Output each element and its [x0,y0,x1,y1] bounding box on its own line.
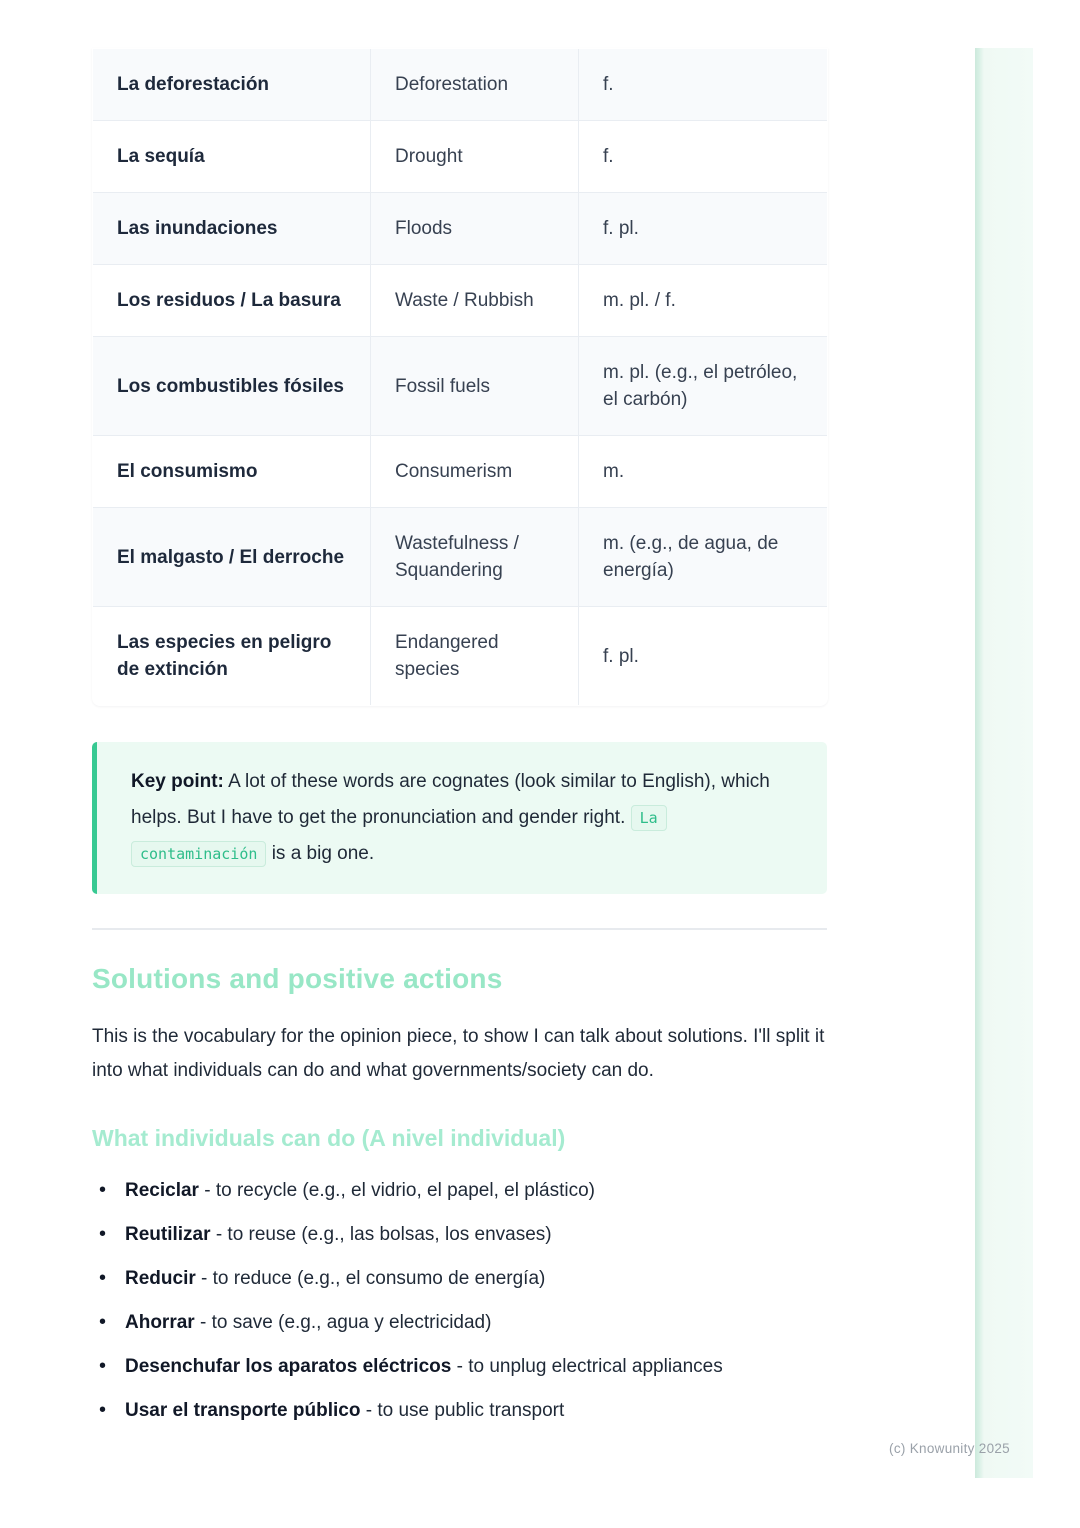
document-content [92,48,827,1442]
vocab-term-english: Wastefulness / Squandering [371,508,579,607]
key-point-label: Key point: [131,771,224,792]
copyright-watermark: (c) Knowunity 2025 [889,1441,1010,1456]
vocab-gender-note: f. pl. [579,193,828,265]
list-item [92,1178,827,1204]
table-row [93,508,828,607]
vocab-term-spanish: Las especies en peligro de extinción [117,632,332,680]
action-definition: - to save (e.g., agua y electricidad) [199,1312,492,1333]
individual-actions-list [92,1178,827,1424]
vocab-gender-note: m. [579,436,828,508]
vocab-gender-note: m. (e.g., de agua, de energía) [579,508,828,607]
table-row [93,121,828,193]
action-term: Reducir [125,1268,196,1289]
action-definition: - to reuse (e.g., las bolsas, los envases) [215,1224,552,1245]
list-item [92,1266,827,1292]
key-point-text [131,764,789,872]
vocab-term-english: Drought [371,121,579,193]
action-term: Reutilizar [125,1224,211,1245]
list-item [92,1398,827,1424]
vocab-term-english: Deforestation [371,49,579,121]
section-divider [92,928,827,930]
section-intro-paragraph: This is the vocabulary for the opinion piece, to show I can talk about solutions. I'll split it into what individuals can do and what governments/society can do. [92,1026,825,1081]
action-definition: - to recycle (e.g., el vidrio, el papel, el plástico) [204,1180,595,1201]
vocab-term-english: Endangered species [371,607,579,706]
action-term: Desenchufar los aparatos eléctricos [125,1356,452,1377]
subsection-title-individuals: What individuals can do (A nivel individual) [92,1125,566,1151]
vocab-term-spanish: Los combustibles fósiles [93,337,371,436]
vocab-term-spanish: Las inundaciones [93,193,371,265]
action-definition: - to reduce (e.g., el consumo de energía) [201,1268,546,1289]
table-row [93,436,828,508]
table-row [93,337,828,436]
action-term: Reciclar [125,1180,199,1201]
action-term: Usar el transporte público [125,1400,361,1421]
vocab-term-spanish: La deforestación [93,49,371,121]
key-point-body: A lot of these words are cognates (look similar to English), which helps. But I have to get the pronunciation and gender right. [131,771,770,828]
vocab-term-spanish: Los residuos / La basura [93,265,371,337]
key-point-tail: is a big one. [271,843,375,864]
table-row [93,49,828,121]
section-title-solutions: Solutions and positive actions [92,963,503,994]
vocab-term-english: Floods [371,193,579,265]
vocab-gender-note: f. pl. [579,607,828,706]
vocab-term-spanish: La sequía [93,121,371,193]
page-edge-stripe [975,48,1033,1478]
vocab-term-english: Waste / Rubbish [371,265,579,337]
table-row [93,607,828,706]
vocab-term-spanish: El consumismo [93,436,371,508]
table-row [93,265,828,337]
action-definition: - to use public transport [365,1400,565,1421]
vocab-table [92,48,828,706]
list-item [92,1310,827,1336]
vocab-term-english: Fossil fuels [371,337,579,436]
table-row [93,193,828,265]
vocab-term-spanish: El malgasto / El derroche [93,508,371,607]
list-item [92,1222,827,1248]
key-point-callout [92,742,827,894]
action-definition: - to unplug electrical appliances [456,1356,723,1377]
inline-code-chip: La contaminación [131,805,667,867]
vocab-gender-note: m. pl. (e.g., el petróleo, el carbón) [579,337,828,436]
vocab-gender-note: f. [579,49,828,121]
action-term: Ahorrar [125,1312,195,1333]
vocab-term-english: Consumerism [371,436,579,508]
vocab-gender-note: m. pl. / f. [579,265,828,337]
vocab-gender-note: f. [579,121,828,193]
list-item [92,1354,827,1380]
